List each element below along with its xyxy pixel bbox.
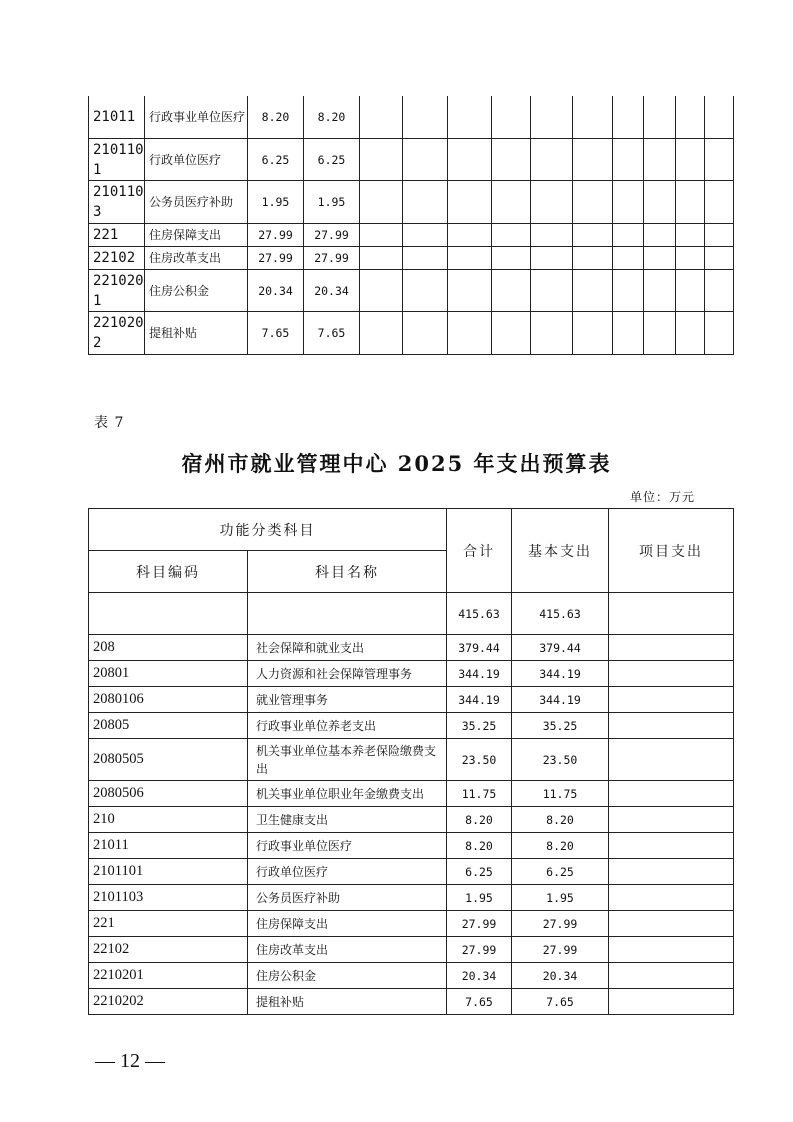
summary-name-cell xyxy=(248,593,447,635)
empty-cell xyxy=(705,312,734,355)
total-cell: 7.65 xyxy=(248,312,304,355)
basic-cell: 7.65 xyxy=(512,989,609,1015)
basic-cell: 344.19 xyxy=(512,687,609,713)
basic-cell: 35.25 xyxy=(512,713,609,739)
table-row xyxy=(89,661,734,687)
empty-cell xyxy=(644,270,676,312)
empty-cell xyxy=(705,181,734,224)
basic-cell: 8.20 xyxy=(512,833,609,859)
project-cell xyxy=(609,937,734,963)
total-cell: 379.44 xyxy=(447,635,512,661)
empty-cell xyxy=(403,247,448,270)
summary-code-cell xyxy=(89,593,248,635)
summary-total: 415.63 xyxy=(447,593,512,635)
total-cell: 27.99 xyxy=(447,911,512,937)
empty-cell xyxy=(531,96,573,139)
empty-cell xyxy=(492,139,531,181)
empty-cell xyxy=(676,96,705,139)
basic-cell: 23.50 xyxy=(512,739,609,781)
total-cell: 8.20 xyxy=(248,96,304,139)
basic-cell: 344.19 xyxy=(512,661,609,687)
name-cell: 住房改革支出 xyxy=(248,937,447,963)
project-cell xyxy=(609,687,734,713)
empty-cell xyxy=(492,224,531,247)
empty-cell xyxy=(531,270,573,312)
empty-cell xyxy=(644,224,676,247)
page-number: — 12 — xyxy=(95,1050,165,1072)
project-cell xyxy=(609,807,734,833)
basic-cell: 6.25 xyxy=(304,139,360,181)
empty-cell xyxy=(531,181,573,224)
empty-cell xyxy=(403,270,448,312)
name-cell: 行政单位医疗 xyxy=(145,139,248,181)
code-cell: 2080505 xyxy=(89,739,248,781)
total-cell: 35.25 xyxy=(447,713,512,739)
empty-cell xyxy=(448,139,492,181)
basic-cell: 20.34 xyxy=(304,270,360,312)
code-cell: 221 xyxy=(89,224,145,247)
code-cell: 2210201 xyxy=(89,963,248,989)
total-cell: 8.20 xyxy=(447,807,512,833)
empty-cell xyxy=(573,181,613,224)
empty-cell xyxy=(360,139,403,181)
empty-cell xyxy=(676,312,705,355)
total-cell: 1.95 xyxy=(248,181,304,224)
code-cell: 21011 xyxy=(89,96,145,139)
name-cell: 公务员医疗补助 xyxy=(145,181,248,224)
expenditure-budget-table xyxy=(88,508,734,1015)
empty-cell xyxy=(492,96,531,139)
empty-cell xyxy=(531,312,573,355)
code-cell: 22102 xyxy=(89,247,145,270)
code-cell: 2080506 xyxy=(89,781,248,807)
empty-cell xyxy=(403,181,448,224)
total-cell: 1.95 xyxy=(447,885,512,911)
name-cell: 提租补贴 xyxy=(248,989,447,1015)
total-cell: 23.50 xyxy=(447,739,512,781)
total-cell: 27.99 xyxy=(447,937,512,963)
empty-cell xyxy=(613,270,644,312)
empty-cell xyxy=(676,181,705,224)
project-cell xyxy=(609,635,734,661)
basic-cell: 7.65 xyxy=(304,312,360,355)
empty-cell xyxy=(360,224,403,247)
code-cell: 2080106 xyxy=(89,687,248,713)
code-cell: 208 xyxy=(89,635,248,661)
name-cell: 就业管理事务 xyxy=(248,687,447,713)
project-cell xyxy=(609,713,734,739)
total-cell: 344.19 xyxy=(447,687,512,713)
basic-cell: 27.99 xyxy=(304,224,360,247)
empty-cell xyxy=(492,247,531,270)
name-cell: 人力资源和社会保障管理事务 xyxy=(248,661,447,687)
project-cell xyxy=(609,781,734,807)
code-cell: 21011 xyxy=(89,833,248,859)
page-title: 宿州市就业管理中心 2025 年支出预算表 xyxy=(181,451,612,476)
empty-cell xyxy=(531,224,573,247)
table-row xyxy=(89,139,734,181)
empty-cell xyxy=(613,247,644,270)
empty-cell xyxy=(448,247,492,270)
code-cell: 2101101 xyxy=(89,139,145,181)
table-row xyxy=(89,963,734,989)
total-cell: 344.19 xyxy=(447,661,512,687)
total-cell: 6.25 xyxy=(447,859,512,885)
total-cell: 8.20 xyxy=(447,833,512,859)
name-cell: 社会保障和就业支出 xyxy=(248,635,447,661)
basic-cell: 20.34 xyxy=(512,963,609,989)
project-cell xyxy=(609,661,734,687)
empty-cell xyxy=(644,139,676,181)
code-cell: 20805 xyxy=(89,713,248,739)
name-cell: 机关事业单位基本养老保险缴费支出 xyxy=(248,739,447,781)
table-row xyxy=(89,247,734,270)
empty-cell xyxy=(705,139,734,181)
basic-cell: 11.75 xyxy=(512,781,609,807)
total-cell: 11.75 xyxy=(447,781,512,807)
empty-cell xyxy=(360,247,403,270)
empty-cell xyxy=(573,247,613,270)
empty-cell xyxy=(676,139,705,181)
empty-cell xyxy=(492,312,531,355)
table-label: 表 7 xyxy=(94,415,125,431)
empty-cell xyxy=(705,96,734,139)
header-project: 项目支出 xyxy=(609,509,734,593)
name-cell: 行政事业单位医疗 xyxy=(145,96,248,139)
empty-cell xyxy=(573,312,613,355)
total-cell: 20.34 xyxy=(248,270,304,312)
empty-cell xyxy=(360,270,403,312)
empty-cell xyxy=(360,312,403,355)
empty-cell xyxy=(403,139,448,181)
code-cell: 210 xyxy=(89,807,248,833)
summary-basic: 415.63 xyxy=(512,593,609,635)
table-row xyxy=(89,181,734,224)
table-row xyxy=(89,937,734,963)
total-cell: 6.25 xyxy=(248,139,304,181)
empty-cell xyxy=(613,312,644,355)
basic-cell: 379.44 xyxy=(512,635,609,661)
table-row xyxy=(89,989,734,1015)
empty-cell xyxy=(644,247,676,270)
header-basic: 基本支出 xyxy=(512,509,609,593)
empty-cell xyxy=(492,181,531,224)
empty-cell xyxy=(613,224,644,247)
total-cell: 27.99 xyxy=(248,224,304,247)
code-cell: 2101101 xyxy=(89,859,248,885)
name-cell: 住房公积金 xyxy=(248,963,447,989)
code-cell: 2210202 xyxy=(89,312,145,355)
empty-cell xyxy=(705,247,734,270)
empty-cell xyxy=(403,224,448,247)
name-cell: 机关事业单位职业年金缴费支出 xyxy=(248,781,447,807)
table-row xyxy=(89,781,734,807)
empty-cell xyxy=(403,96,448,139)
header-code: 科目编码 xyxy=(89,551,248,593)
code-cell: 20801 xyxy=(89,661,248,687)
header-name: 科目名称 xyxy=(248,551,447,593)
empty-cell xyxy=(492,270,531,312)
basic-cell: 1.95 xyxy=(512,885,609,911)
code-cell: 22102 xyxy=(89,937,248,963)
project-cell xyxy=(609,963,734,989)
basic-cell: 8.20 xyxy=(304,96,360,139)
empty-cell xyxy=(448,270,492,312)
code-cell: 2210201 xyxy=(89,270,145,312)
empty-cell xyxy=(676,247,705,270)
basic-cell: 27.99 xyxy=(304,247,360,270)
total-cell: 7.65 xyxy=(447,989,512,1015)
header-category: 功能分类科目 xyxy=(89,509,447,551)
project-cell xyxy=(609,833,734,859)
name-cell: 行政单位医疗 xyxy=(248,859,447,885)
empty-cell xyxy=(448,224,492,247)
name-cell: 行政事业单位养老支出 xyxy=(248,713,447,739)
table-row xyxy=(89,635,734,661)
empty-cell xyxy=(705,270,734,312)
total-cell: 27.99 xyxy=(248,247,304,270)
name-cell: 公务员医疗补助 xyxy=(248,885,447,911)
empty-cell xyxy=(573,224,613,247)
empty-cell xyxy=(448,181,492,224)
name-cell: 住房保障支出 xyxy=(248,911,447,937)
table-row xyxy=(89,224,734,247)
name-cell: 提租补贴 xyxy=(145,312,248,355)
code-cell: 221 xyxy=(89,911,248,937)
empty-cell xyxy=(360,181,403,224)
empty-cell xyxy=(613,96,644,139)
summary-row xyxy=(89,593,734,635)
project-cell xyxy=(609,885,734,911)
empty-cell xyxy=(644,181,676,224)
empty-cell xyxy=(573,270,613,312)
summary-project xyxy=(609,593,734,635)
table-row xyxy=(89,859,734,885)
table-row xyxy=(89,885,734,911)
name-cell: 住房改革支出 xyxy=(145,247,248,270)
empty-cell xyxy=(613,139,644,181)
empty-cell xyxy=(573,96,613,139)
code-cell: 2210202 xyxy=(89,989,248,1015)
empty-cell xyxy=(531,139,573,181)
empty-cell xyxy=(613,181,644,224)
table-row xyxy=(89,270,734,312)
table-row xyxy=(89,312,734,355)
header-total: 合计 xyxy=(447,509,512,593)
empty-cell xyxy=(705,224,734,247)
unit-label: 单位：万元 xyxy=(629,490,695,504)
name-cell: 卫生健康支出 xyxy=(248,807,447,833)
empty-cell xyxy=(403,312,448,355)
empty-cell xyxy=(448,312,492,355)
empty-cell xyxy=(644,312,676,355)
continued-budget-table xyxy=(88,96,734,355)
name-cell: 住房保障支出 xyxy=(145,224,248,247)
empty-cell xyxy=(573,139,613,181)
table-row xyxy=(89,687,734,713)
code-cell: 2101103 xyxy=(89,181,145,224)
project-cell xyxy=(609,989,734,1015)
table-row xyxy=(89,807,734,833)
table-row xyxy=(89,96,734,139)
table-row xyxy=(89,833,734,859)
empty-cell xyxy=(448,96,492,139)
total-cell: 20.34 xyxy=(447,963,512,989)
empty-cell xyxy=(676,224,705,247)
project-cell xyxy=(609,739,734,781)
basic-cell: 6.25 xyxy=(512,859,609,885)
table-row xyxy=(89,739,734,781)
basic-cell: 1.95 xyxy=(304,181,360,224)
name-cell: 住房公积金 xyxy=(145,270,248,312)
table-row xyxy=(89,911,734,937)
empty-cell xyxy=(531,247,573,270)
basic-cell: 27.99 xyxy=(512,911,609,937)
basic-cell: 8.20 xyxy=(512,807,609,833)
empty-cell xyxy=(676,270,705,312)
empty-cell xyxy=(644,96,676,139)
code-cell: 2101103 xyxy=(89,885,248,911)
basic-cell: 27.99 xyxy=(512,937,609,963)
table-row xyxy=(89,713,734,739)
project-cell xyxy=(609,911,734,937)
name-cell: 行政事业单位医疗 xyxy=(248,833,447,859)
project-cell xyxy=(609,859,734,885)
empty-cell xyxy=(360,96,403,139)
